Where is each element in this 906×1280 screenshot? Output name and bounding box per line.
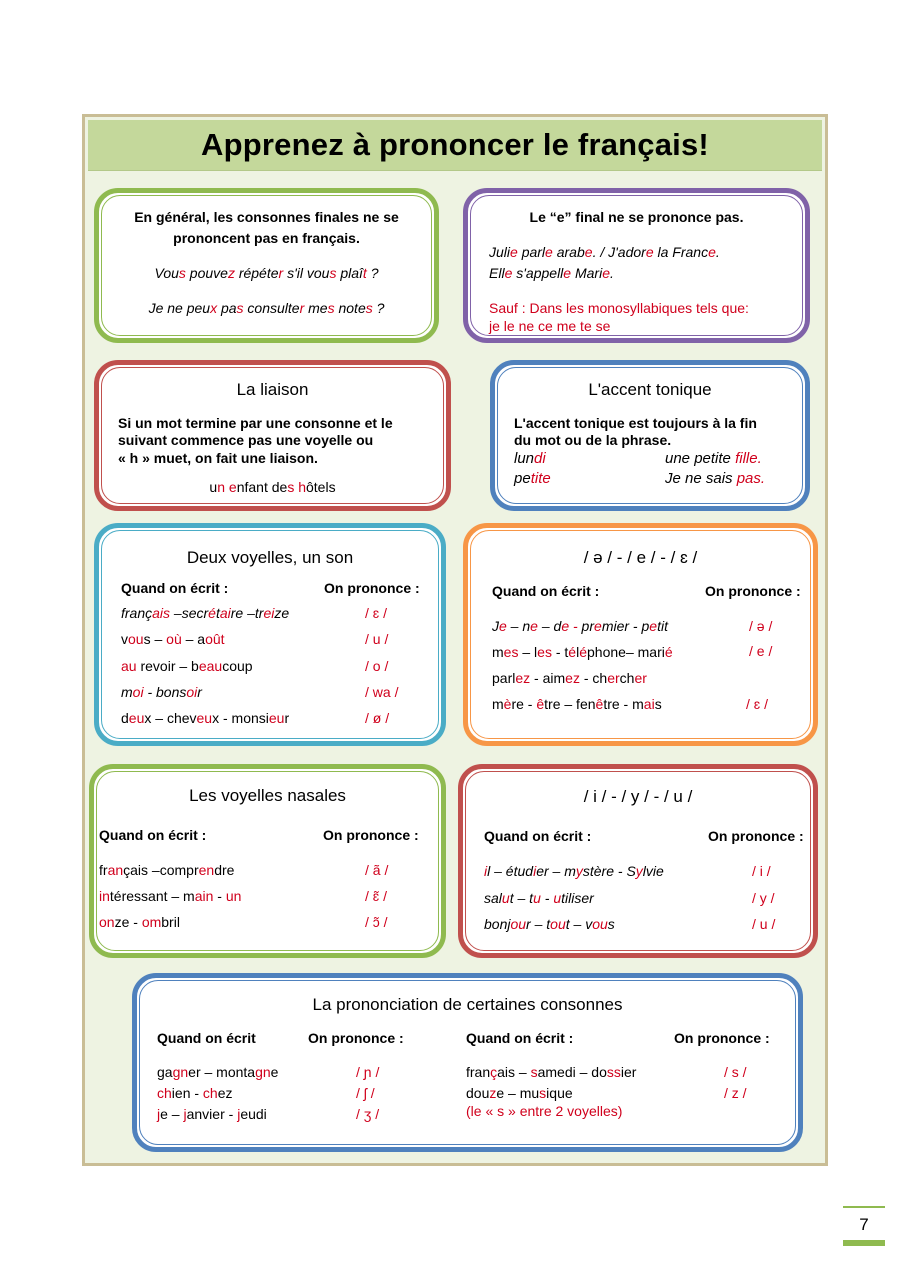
text-segment: s'il vou: [283, 265, 330, 281]
highlighted-letters: fille.: [735, 450, 762, 467]
highlighted-letters: j: [157, 1106, 161, 1122]
text-segment: e –: [160, 1106, 184, 1122]
text-segment: ôtels: [306, 479, 336, 495]
highlighted-letters: ou: [550, 916, 566, 932]
e-sounds-phoneme-2: / e /: [749, 643, 773, 659]
iyu-word-row: [484, 890, 594, 906]
highlighted-letters: e: [228, 479, 237, 495]
text-segment: .: [715, 244, 720, 260]
highlighted-letters: er: [634, 670, 647, 686]
consonants-right-phoneme: / s /: [724, 1064, 747, 1080]
text-segment: téressant – m: [109, 888, 195, 904]
text-segment: – a: [181, 631, 206, 648]
text-segment: s: [607, 916, 615, 932]
highlighted-letters: es: [537, 644, 552, 660]
highlighted-letters: s: [329, 265, 337, 281]
highlighted-letters: ai: [643, 696, 655, 712]
text-segment: x - monsi: [212, 710, 269, 727]
two-vowels-phoneme: / ø /: [365, 710, 390, 727]
text-segment: er – m: [536, 863, 576, 879]
highlighted-letters: e: [510, 244, 518, 260]
accent-rule-1: L'accent tonique est toujours à la fin: [514, 415, 757, 431]
text-segment: . / J'ador: [592, 244, 646, 260]
text-segment: t – t: [509, 889, 534, 906]
text-segment: répéte: [234, 265, 279, 281]
nasal-word-row: [99, 914, 180, 930]
highlighted-letters: s: [530, 1064, 538, 1080]
two-vowels-word-row: [121, 605, 289, 621]
highlighted-letters: gn: [172, 1064, 189, 1080]
text-segment: ze: [274, 605, 290, 621]
consonants-heading: La prononciation de certaines consonnes: [312, 995, 623, 1014]
iyu-phoneme: / i /: [752, 863, 771, 879]
two-vowels-word-row: [121, 658, 253, 674]
text-segment: tre - m: [603, 696, 644, 712]
text-segment: ien -: [171, 1085, 203, 1101]
text-segment: -: [213, 888, 226, 904]
e-sounds-phoneme-1: / ə /: [749, 618, 773, 634]
text-segment: - ch: [579, 670, 608, 686]
consonants-left-phoneme: / ʒ /: [356, 1106, 380, 1122]
highlighted-letters: r: [299, 300, 305, 316]
consonants-right-word-row: [466, 1064, 636, 1080]
text-segment: - bons: [143, 683, 187, 700]
text-segment: pouve: [185, 265, 228, 281]
liaison-rule-3: « h » muet, on fait une liaison.: [118, 450, 318, 466]
final-e-example-1: [489, 244, 720, 260]
text-segment: revoir – b: [136, 657, 199, 674]
highlighted-letters: ai: [219, 605, 231, 621]
text-segment: une petite: [665, 450, 736, 467]
highlighted-letters: eu: [128, 710, 145, 727]
consonants-col-pronounced-left: On prononce :: [308, 1030, 404, 1046]
final-e-exception: Sauf : Dans les monosyllabiques tels que:: [489, 300, 749, 316]
nasal-heading: Les voyelles nasales: [189, 786, 346, 805]
accent-example-left-2: [514, 470, 551, 487]
text-segment: dre: [214, 862, 235, 878]
highlighted-letters: eau: [198, 657, 223, 674]
two-vowels-phoneme: / o /: [365, 657, 389, 674]
nasal-phoneme: / ɛ̃ /: [365, 888, 387, 904]
text-segment: franç: [121, 605, 153, 621]
highlighted-letters: en: [198, 862, 215, 878]
text-segment: Je ne peu: [148, 300, 211, 316]
highlighted-letters: s: [287, 479, 295, 495]
text-segment: phone– mari: [587, 644, 665, 660]
consonants-left-phoneme: / ʃ /: [356, 1085, 375, 1101]
highlighted-letters: é: [208, 605, 216, 621]
highlighted-letters: oi: [132, 683, 144, 700]
text-segment: .: [610, 265, 614, 281]
text-segment: çais –compr: [123, 862, 199, 878]
e-sounds-phoneme-3: / ɛ /: [746, 696, 768, 712]
two-vowels-phoneme: / u /: [365, 631, 389, 648]
text-segment: dou: [466, 1085, 490, 1101]
nasal-col-written: Quand on écrit :: [99, 827, 207, 843]
highlighted-letters: r: [278, 265, 284, 281]
e-sounds-row-3: [492, 670, 647, 686]
highlighted-letters: où: [166, 631, 182, 648]
text-segment: tit: [657, 618, 668, 634]
highlighted-letters: ss: [606, 1064, 621, 1080]
text-segment: amedi – do: [537, 1064, 607, 1080]
nasal-phoneme: / ã /: [365, 862, 389, 878]
nasal-word-row: [99, 862, 234, 878]
text-segment: Juli: [489, 244, 511, 260]
text-segment: mier - p: [601, 618, 650, 634]
highlighted-letters: e: [649, 618, 658, 634]
highlighted-letters: y: [635, 863, 643, 879]
final-consonants-example-1: [94, 265, 439, 281]
highlighted-letters: y: [575, 863, 583, 879]
highlighted-letters: tite: [530, 470, 551, 487]
accent-rule-2: du mot ou de la phrase.: [514, 432, 672, 448]
highlighted-letters: on: [99, 914, 115, 930]
highlighted-letters: ch: [157, 1085, 172, 1101]
text-segment: l – étud: [487, 863, 534, 879]
iyu-col-written: Quand on écrit :: [484, 828, 592, 844]
text-segment: tre – fen: [544, 696, 596, 712]
highlighted-letters: di: [534, 450, 546, 467]
text-segment: – n: [506, 618, 531, 634]
highlighted-letters: ê: [595, 696, 604, 712]
text-segment: s: [654, 696, 662, 712]
highlighted-letters: é: [664, 644, 673, 660]
e-sounds-row-4: [492, 696, 662, 712]
text-segment: m: [121, 683, 133, 700]
highlighted-letters: an: [107, 862, 124, 878]
text-segment: m: [492, 644, 504, 660]
text-segment: t: [215, 605, 220, 621]
consonants-left-word-row: [157, 1085, 233, 1101]
final-consonants-rule-2: prononcent pas en français.: [173, 230, 360, 246]
text-segment: -: [540, 889, 554, 906]
text-segment: pe: [514, 470, 531, 487]
two-vowels-word-row: [121, 710, 289, 726]
e-sounds-row-2: [492, 644, 673, 660]
highlighted-letters: ez: [565, 670, 580, 686]
text-segment: pr: [577, 618, 595, 634]
highlighted-letters: e: [708, 244, 716, 260]
text-segment: anvier -: [186, 1106, 238, 1122]
text-segment: lun: [514, 450, 535, 467]
text-segment: v: [121, 631, 128, 648]
text-segment: ch: [619, 670, 635, 686]
text-segment: - t: [551, 644, 569, 660]
highlighted-letters: ou: [510, 916, 527, 932]
highlighted-letters: ch: [202, 1085, 218, 1101]
text-segment: Ell: [489, 265, 505, 281]
highlighted-letters: om: [141, 914, 162, 930]
text-segment: pa: [217, 300, 237, 316]
consonants-note: (le « s » entre 2 voyelles): [466, 1103, 623, 1119]
text-segment: lvie: [642, 863, 664, 879]
text-segment: s –: [143, 631, 167, 648]
text-segment: bonj: [484, 916, 511, 932]
text-segment: Vou: [154, 265, 179, 281]
highlighted-letters: e: [545, 244, 553, 260]
text-segment: parl: [517, 244, 546, 260]
text-segment: nfant de: [236, 479, 288, 495]
text-segment: t – v: [565, 916, 593, 932]
e-sounds-col-pronounced: On prononce :: [705, 583, 801, 599]
text-segment: s'appell: [512, 265, 564, 281]
final-e-exception-examples: je le ne ce me te se: [489, 318, 611, 334]
two-vowels-word-row: [121, 631, 225, 647]
text-segment: – l: [518, 644, 538, 660]
page-title: Apprenez à prononcer le français!: [201, 127, 709, 162]
page-number-box: [843, 1206, 885, 1246]
consonants-col-written-right: Quand on écrit :: [466, 1030, 574, 1046]
text-segment: m: [492, 696, 504, 712]
liaison-rule-1: Si un mot termine par une consonne et le: [118, 415, 393, 431]
text-segment: fran: [466, 1064, 491, 1080]
text-segment: re –tr: [230, 605, 264, 621]
text-segment: re -: [511, 696, 537, 712]
highlighted-letters: e: [530, 618, 538, 634]
text-segment: ier: [620, 1064, 637, 1080]
text-segment: ga: [157, 1064, 173, 1080]
two-vowels-phoneme: / ɛ /: [365, 605, 387, 621]
highlighted-letters: s: [236, 300, 244, 316]
accent-heading: L'accent tonique: [588, 380, 712, 399]
two-vowels-col-pronounced: On prononce :: [324, 580, 420, 596]
text-segment: r – t: [526, 916, 551, 932]
e-sounds-row-1: [492, 618, 668, 634]
nasal-phoneme: / ɔ̃ /: [365, 914, 388, 930]
highlighted-letters: s: [178, 265, 186, 281]
page-number: 7: [859, 1215, 869, 1234]
highlighted-letters: u: [533, 889, 541, 906]
two-vowels-heading: Deux voyelles, un son: [186, 548, 354, 567]
highlighted-letters: n: [217, 479, 226, 495]
title-banner: [88, 120, 822, 171]
two-vowels-col-written: Quand on écrit :: [121, 580, 229, 596]
highlighted-letters: s: [539, 1085, 547, 1101]
highlighted-letters: u: [501, 889, 510, 906]
text-segment: arab: [552, 244, 585, 260]
nasal-word-row: [99, 888, 241, 904]
highlighted-letters: oi: [186, 683, 198, 700]
e-sounds-col-written: Quand on écrit :: [492, 583, 600, 599]
text-segment: parl: [492, 670, 516, 686]
highlighted-letters: t: [362, 265, 367, 281]
highlighted-letters: un: [225, 888, 242, 904]
text-segment: coup: [222, 657, 253, 674]
consonants-col-pronounced-right: On prononce :: [674, 1030, 770, 1046]
highlighted-letters: e: [561, 618, 570, 634]
highlighted-letters: é: [579, 644, 588, 660]
highlighted-letters: j: [237, 1106, 241, 1122]
highlighted-letters: é: [568, 644, 577, 660]
highlighted-letters: e: [602, 265, 611, 281]
highlighted-letters: è: [503, 696, 512, 712]
text-segment: note: [334, 300, 366, 316]
final-consonants-rule-1: En général, les consonnes finales ne se: [134, 209, 399, 225]
text-segment: –secr: [170, 605, 209, 621]
e-sounds-heading: / ə / - / e / - / ɛ /: [583, 548, 698, 567]
highlighted-letters: in: [99, 888, 110, 904]
text-segment: bril: [161, 914, 180, 930]
consonants-left-word-row: [157, 1106, 267, 1122]
highlighted-letters: e: [645, 244, 654, 260]
text-segment: fr: [99, 862, 108, 878]
text-segment: me: [304, 300, 328, 316]
highlighted-letters: ez: [515, 670, 531, 686]
text-segment: - aim: [530, 670, 566, 686]
highlighted-letters: er: [607, 670, 620, 686]
highlighted-letters: -: [573, 618, 578, 634]
consonants-right-phoneme: / z /: [724, 1085, 747, 1101]
text-segment: Mari: [571, 265, 603, 281]
text-segment: ?: [372, 300, 385, 316]
highlighted-letters: i: [484, 863, 488, 879]
highlighted-letters: e: [584, 244, 593, 260]
text-segment: l: [576, 644, 580, 660]
final-consonants-example-2: [94, 300, 439, 316]
text-segment: r: [197, 683, 202, 700]
highlighted-letters: e: [499, 618, 507, 634]
highlighted-letters: gn: [255, 1064, 271, 1080]
text-segment: e – mu: [496, 1085, 540, 1101]
two-vowels-word-row: [121, 684, 202, 700]
highlighted-letters: ou: [592, 916, 608, 932]
highlighted-letters: ç: [490, 1064, 498, 1080]
highlighted-letters: z: [489, 1085, 497, 1101]
highlighted-letters: s: [365, 300, 373, 316]
final-e-example-2: [489, 265, 614, 281]
highlighted-letters: e: [594, 618, 602, 634]
text-segment: ez: [217, 1085, 233, 1101]
text-segment: ?: [366, 265, 379, 281]
iyu-word-row: [484, 863, 664, 879]
iyu-col-pronounced: On prononce :: [708, 828, 804, 844]
liaison-rule-2: suivant commence pas une voyelle ou: [118, 432, 374, 448]
accent-example-right-2: [665, 470, 765, 487]
final-e-rule: Le “e” final ne se prononce pas.: [529, 209, 744, 225]
highlighted-letters: x: [210, 300, 218, 316]
highlighted-letters: ou: [128, 631, 144, 648]
highlighted-letters: e: [504, 265, 513, 281]
text-segment: tiliser: [561, 889, 594, 906]
two-vowels-phoneme: / wa /: [365, 683, 399, 700]
text-segment: e: [270, 1064, 279, 1080]
liaison-example: [94, 479, 451, 495]
highlighted-letters: u: [553, 889, 562, 906]
highlighted-letters: s: [327, 300, 335, 316]
liaison-heading: La liaison: [236, 380, 309, 399]
highlighted-letters: ais: [152, 605, 171, 621]
highlighted-letters: i: [533, 863, 537, 879]
highlighted-letters: z: [227, 265, 235, 281]
highlighted-letters: e: [563, 265, 572, 281]
highlighted-letters: pas.: [736, 470, 766, 487]
text-segment: u: [209, 479, 218, 495]
consonants-right-word-row: [466, 1085, 573, 1101]
highlighted-letters: eu: [196, 710, 213, 727]
text-segment: r: [284, 710, 290, 727]
consonants-left-word-row: [157, 1064, 278, 1080]
accent-example-right-1: [665, 450, 762, 467]
consonants-left-phoneme: / ɲ /: [356, 1064, 380, 1080]
text-segment: x – chev: [144, 710, 197, 727]
text-segment: ais –: [497, 1064, 531, 1080]
text-segment: eudi: [240, 1106, 267, 1122]
text-segment: consulte: [243, 300, 300, 316]
highlighted-letters: ê: [536, 696, 545, 712]
consonants-col-written-left: Quand on écrit: [157, 1030, 256, 1046]
text-segment: J: [492, 618, 499, 634]
text-segment: stère - S: [582, 863, 636, 879]
final-e-exception-clip: [489, 318, 789, 334]
iyu-phoneme: / u /: [752, 916, 776, 932]
iyu-word-row: [484, 916, 615, 932]
text-segment: er – monta: [188, 1064, 256, 1080]
text-segment: d: [121, 710, 129, 727]
text-segment: plaî: [336, 265, 363, 281]
iyu-phoneme: / y /: [752, 889, 775, 906]
text-segment: la Franc: [653, 244, 709, 260]
highlighted-letters: es: [503, 644, 519, 660]
highlighted-letters: oût: [205, 631, 225, 648]
text-segment: – d: [537, 618, 562, 634]
accent-example-left-1: [514, 450, 546, 467]
text-segment: ze -: [114, 914, 142, 930]
highlighted-letters: au: [121, 657, 137, 674]
highlighted-letters: j: [183, 1106, 187, 1122]
text-segment: sal: [484, 889, 502, 906]
nasal-col-pronounced: On prononce :: [323, 827, 419, 843]
highlighted-letters: ain: [194, 888, 214, 904]
highlighted-letters: ei: [263, 605, 275, 621]
highlighted-letters: eu: [268, 710, 285, 727]
highlighted-letters: h: [298, 479, 306, 495]
text-segment: Je ne sais: [665, 470, 737, 487]
text-segment: ique: [546, 1085, 573, 1101]
iyu-heading: / i / - / y / - / u /: [583, 787, 693, 806]
